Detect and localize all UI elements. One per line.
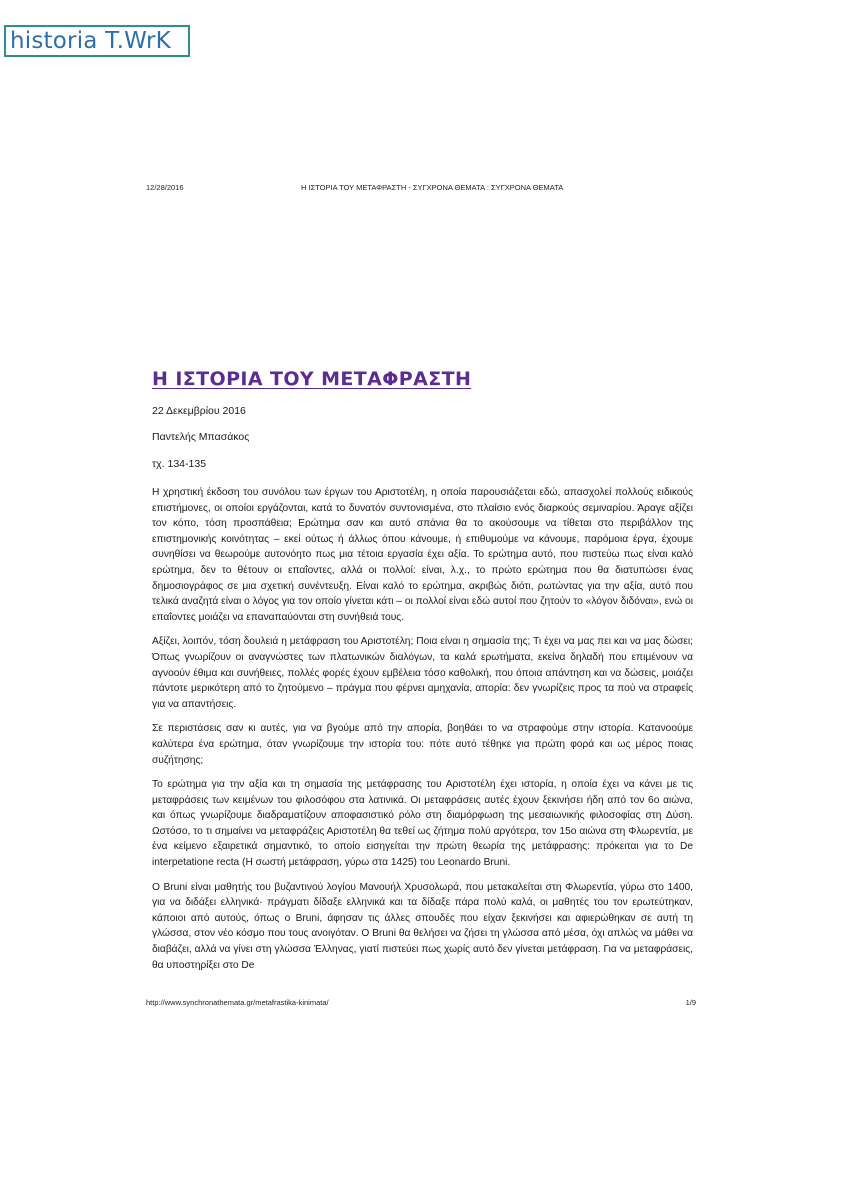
article-paragraph: Το ερώτημα για την αξία και τη σημασία της μετάφρασης του Αριστοτέλη έχει ιστορία, η οποία έχει να κάνει με τις μεταφράσεις των κειμένων του φιλοσόφου στα λατινικά. Οι μεταφράσεις αυτές έχουν ξεκινήσει ήδη από τον 6ο αιώνα, και όπως γνωρίζουμε διαδραματίζουν αποφασιστικό ρόλο στη διαμόρφωση της μεσαιωνικής φιλοσοφίας στη Δύση. Ωστόσο, το τι σημαίνει να μεταφράζεις Αριστοτέλη θα τεθεί ως ζήτημα πολύ αργότερα, τον 15ο αιώνα στη Φλωρεντία, με ένα κείμενο εξαιρετικά σημαντικό, το οποίο εισηγείται την πρώτη θεωρία της μετάφρασης: πρόκειται για το De interpetatione recta (Η σωστή μετάφραση, γύρω στα 1425) του Leonardo Bruni. bbox=[152, 779, 693, 869]
watermark-logo: historia T.WrK bbox=[4, 25, 190, 57]
article-date: 22 Δεκεμβρίου 2016 bbox=[152, 405, 246, 417]
article-title[interactable]: Η ΙΣΤΟΡΙΑ ΤΟΥ ΜΕΤΑΦΡΑΣΤΗ bbox=[152, 368, 472, 390]
article-body bbox=[152, 485, 693, 973]
article-paragraph: Ο Bruni είναι μαθητής του βυζαντινού λογίου Μανουήλ Χρυσολωρά, που μετακαλείται στη Φλωρεντία, γύρω στο 1400, για να διδάξει ελληνικά· πράγματι δίδαξε ελληνικά και τα δίδαξε πάρα πολύ καλά, οι μαθητές του τον ερωτεύτηκαν, κάποιοι από αυτούς, όπως ο Bruni, άφησαν τις άλλες σπουδές που είχαν ξεκινήσει και αφιερώθηκαν σε αυτή τη γλώσσα, στον νέο κόσμο που τους ανοιγόταν. Ο Bruni θα θελήσει να ζήσει τη γλώσσα από μέσα, όχι απλώς να μάθει να διαβάζει, αλλά να γίνει στη γλώσσα Έλληνας, γιατί πιστεύει πως χωρίς αυτό δεν γίνεται μετάφραση. Για να μεταφράσεις, θα υποστηρίξει στο De bbox=[152, 881, 693, 971]
article-issue: τχ. 134-135 bbox=[152, 458, 207, 470]
print-date: 12/28/2016 bbox=[146, 183, 184, 192]
print-page-title: Η ΙΣΤΟΡΙΑ ΤΟΥ ΜΕΤΑΦΡΑΣΤΗ - ΣΥΓΧΡΟΝΑ ΘΕΜΑΤΑ : ΣΥΓΧΡΟΝΑ ΘΕΜΑΤΑ bbox=[301, 183, 564, 192]
article-paragraph: Σε περιστάσεις σαν κι αυτές, για να βγούμε από την απορία, βοηθάει το να στραφούμε στην ιστορία. Κατανοούμε καλύτερα ένα ερώτημα, όταν γνωρίζουμε την ιστορία του: πότε αυτό τέθηκε για πρώτη φορά και ως μέρος ποιας συζήτησης; bbox=[152, 723, 693, 766]
article bbox=[152, 365, 693, 973]
article-paragraph: Η χρηστική έκδοση του συνόλου των έργων του Αριστοτέλη, η οποία παρουσιάζεται εδώ, απασχολεί πολλούς ειδικούς επιστήμονες, οι οποίοι εργάζονται, κατά το δυνατόν συντονισμένα, στο πλαίσιο ενός διαρκούς σεμιναρίου. Άραγε αξίζει τον κόπο, τόση προσπάθεια; Ερώτημα σαν και αυτό σπάνια θα το ακούσουμε να τίθεται στο περιβάλλον της επιστημονικής κοινότητας – εκεί ούτως ή άλλως όπου κάνουμε, ή επιθυμούμε να κάνουμε, παρόμοια έργα, έχουμε συνηθίσει να θεωρούμε αυτονόητο πως μια τέτοια εργασία έχει αξία. Το ερώτημα αυτό, που πιστεύω πως είναι καλό ερώτημα, δεν το θέτουν οι επαΐοντες, αλλά οι πολλοί: είναι, λ.χ., το πρώτο ερώτημα που θα διατυπώσει ένας δημοσιογράφος σε μια σχετική συνέντευξη. Είναι καλό το ερώτημα, ακριβώς διότι, ρωτώντας για την αξία, αυτό που τελικά αναζητά είναι ο λόγος για τον οποίο γίνεται κάτι – οι πολλοί είναι εδώ αυτοί που ζητούν το «λόγον διδόναι», ενώ οι επαΐοντες μοιάζει να επαναπαύονται στη συνήθειά τους. bbox=[152, 487, 693, 623]
page-number: 1/9 bbox=[685, 998, 696, 1007]
print-url: http://www.synchronathemata.gr/metafrastika-kinimata/ bbox=[146, 998, 329, 1007]
article-author: Παντελής Μπασάκος bbox=[152, 431, 250, 443]
article-paragraph: Αξίζει, λοιπόν, τόση δουλειά η μετάφραση του Αριστοτέλη; Ποια είναι η σημασία της; Τι έχει να μας πει και να μας δώσει; Όπως γνωρίζουν οι αναγνώστες των πλατωνικών διαλόγων, τα καλά ερωτήματα, εκείνα δηλαδή που επιμένουν να αγνοούν έθιμα και συνήθειες, πολλές φορές έχουν εμβέλεια τόσο καθολική, που όποια απάντηση και να δώσεις, μοιάζει πάντοτε μερικότερη από το ζητούμενο – πράγμα που φέρνει αμηχανία, απορία: δεν γνωρίζεις προς τα πού να στραφείς για να απαντήσεις. bbox=[152, 636, 693, 710]
